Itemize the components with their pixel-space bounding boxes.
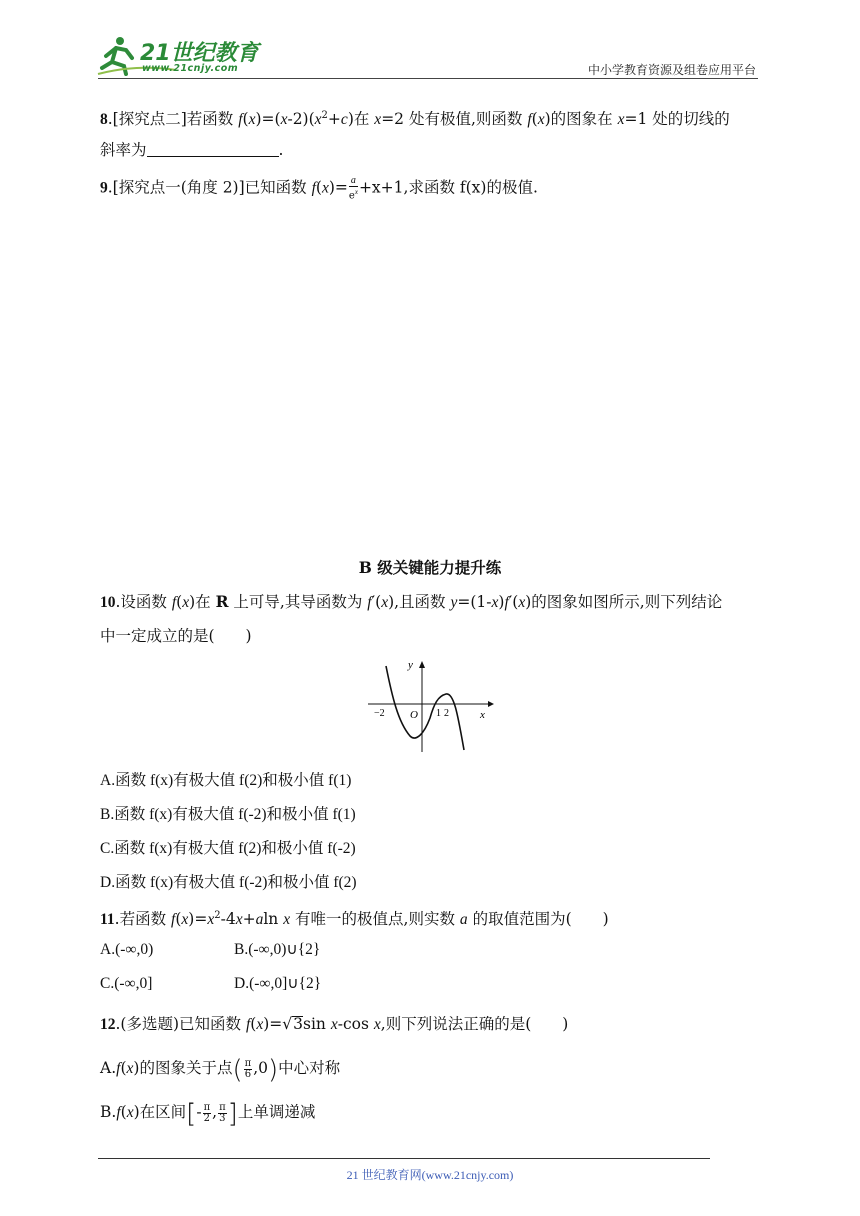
question-12: 12.(多选题)已知函数 f(x)=√3sin x-cos x,则下列说法正确的是( ) bbox=[100, 1015, 569, 1033]
question-8-text: .[探究点二]若函数 bbox=[107, 110, 239, 129]
graph-tick-1: 1 bbox=[436, 708, 441, 719]
question-9: 9.[探究点一(角度 2)]已知函数 f(x)= $\frac{a}{e^x}$ +x+1,求函数 f(x)的极值. bbox=[100, 175, 538, 202]
graph-tick-2: 2 bbox=[444, 708, 449, 719]
question-10-option-b[interactable]: B.函数 f(x)有极大值 f(-2)和极小值 f(1) bbox=[100, 806, 356, 823]
question-11-option-c[interactable]: C.(-∞,0] bbox=[100, 975, 153, 992]
question-8-number: 8 bbox=[100, 111, 108, 129]
question-12-option-b[interactable]: B.f(x)在区间[- $\frac{\pi}{2}$ , $\frac{\pi}{3}$ ]上单调递减 bbox=[100, 1099, 316, 1129]
question-10-number: 10 bbox=[100, 594, 116, 611]
question-8-line1: 8.[探究点二]若函数 $f(x)=(x-2)(x^2+c)$在 x=2 处有极值,则函数 f(x)的图象在 x=1 处的切线的 bbox=[100, 110, 730, 129]
question-10-option-a[interactable]: A.函数 f(x)有极大值 f(2)和极小值 f(1) bbox=[100, 772, 352, 789]
question-11: 11.若函数 $f(x)=x^2-4x+aln$ x 有唯一的极值点,则实数 a 的取值范围为( ) bbox=[100, 910, 609, 929]
footer-divider bbox=[98, 1158, 710, 1159]
graph-x-label: x bbox=[480, 709, 485, 721]
graph-y-label: y bbox=[408, 659, 413, 671]
logo-url: www.21cnjy.com bbox=[142, 63, 239, 74]
section-title: B 级关键能力提升练 bbox=[358, 558, 502, 577]
question-11-option-b[interactable]: B.(-∞,0)∪{2} bbox=[234, 941, 321, 958]
question-10-option-c[interactable]: C.函数 f(x)有极大值 f(2)和极小值 f(-2) bbox=[100, 840, 356, 857]
logo-text: 21世纪教育 bbox=[140, 41, 259, 66]
question-12-number: 12 bbox=[100, 1016, 116, 1033]
question-11-number: 11 bbox=[100, 911, 115, 929]
question-8-line2: 斜率为 . bbox=[100, 141, 284, 159]
question-11-option-a[interactable]: A.(-∞,0) bbox=[100, 941, 154, 958]
header-platform-text: 中小学教育资源及组卷应用平台 bbox=[587, 63, 756, 77]
graph-origin-label: O bbox=[410, 709, 418, 721]
question-10-option-d[interactable]: D.函数 f(x)有极大值 f(-2)和极小值 f(2) bbox=[100, 874, 357, 891]
question-10-line2: 中一定成立的是( ) bbox=[100, 627, 252, 645]
site-logo bbox=[96, 34, 266, 78]
derivative-graph bbox=[364, 656, 498, 756]
question-12-option-a[interactable]: A.f(x)的图象关于点( $\frac{\pi}{6}$ ,0)中心对称 bbox=[100, 1055, 341, 1085]
question-9-number: 9 bbox=[100, 179, 108, 197]
footer-link[interactable]: 21 世纪教育网(www.21cnjy.com) bbox=[346, 1168, 514, 1182]
header-divider bbox=[98, 78, 758, 79]
question-10-line1: 10.设函数 f(x)在 R 上可导,其导函数为 f′(x),且函数 y=(1-x)f′(x)的图象如图所示,则下列结论 bbox=[100, 592, 723, 611]
answer-blank[interactable] bbox=[147, 142, 279, 157]
graph-tick-neg2: −2 bbox=[374, 708, 385, 719]
fraction-a-over-ex: $\frac{a}{e^x}$ bbox=[348, 175, 358, 202]
question-11-option-d[interactable]: D.(-∞,0]∪{2} bbox=[234, 975, 322, 992]
